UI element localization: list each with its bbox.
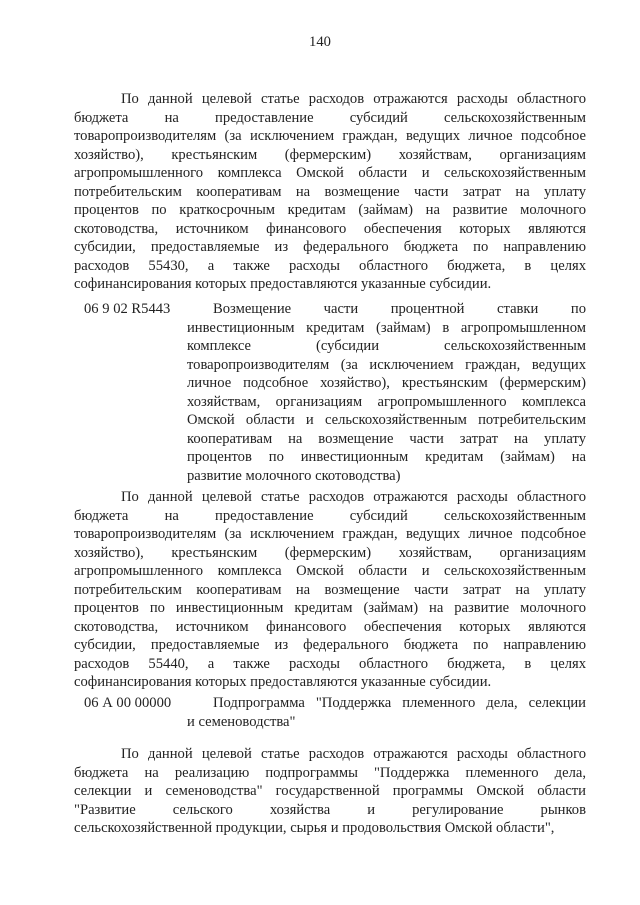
paragraph-line: По данной целевой статье расходов отражаются расходы областного: [121, 489, 586, 505]
paragraph: [74, 488, 586, 692]
paragraph-line: расходов 55440, а также расходы областного бюджета, в целях: [74, 655, 586, 672]
paragraph-line: потребительским кооперативам на возмещение части затрат на уплату: [74, 581, 586, 598]
budget-code: 06 9 02 R5443: [84, 301, 171, 317]
paragraph-line: По данной целевой статье расходов отражаются расходы областного: [121, 746, 586, 762]
entry-description-line: Подпрограмма "Поддержка племенного дела, селекции: [213, 695, 586, 711]
paragraph-line: софинансирования которых предоставляются указанные субсидии.: [74, 276, 492, 292]
paragraph-line: расходов 55430, а также расходы областного бюджета, в целях: [74, 257, 586, 274]
paragraph-line: бюджета на предоставление субсидий сельскохозяйственным: [74, 507, 586, 524]
entry-description-line: товаропроизводителям (за исключением граждан, ведущих: [187, 356, 586, 373]
entry-description-line: и семеноводства": [187, 713, 296, 730]
entry-description-line: Возмещение части процентной ставки по: [213, 301, 586, 317]
entry-description-line: развитие молочного скотоводства): [187, 467, 401, 484]
paragraph-line: товаропроизводителям (за исключением граждан, ведущих личное подсобное: [74, 128, 586, 144]
entry-description-line: комплексе (субсидии сельскохозяйственным: [187, 338, 586, 354]
budget-entry-description: [187, 694, 586, 731]
paragraph-line: процентов по краткосрочным кредитам (займам) на развитие молочного: [74, 202, 586, 218]
paragraph-line: бюджета на реализацию подпрограммы "Поддержка племенного дела,: [74, 764, 586, 781]
paragraph-line: хозяйство), крестьянским (фермерским) хозяйствам, организациям: [74, 544, 586, 561]
paragraph-line: По данной целевой статье расходов отражаются расходы областного: [121, 91, 586, 107]
page-number: 140: [309, 34, 331, 50]
entry-description-line: личное подсобное хозяйство), крестьянским (фермерским): [187, 375, 586, 391]
paragraph-line: субсидии, предоставляемые из федерального бюджета по направлению: [74, 637, 586, 653]
paragraph-line: потребительским кооперативам на возмещение части затрат на уплату: [74, 183, 586, 200]
paragraph-line: сельскохозяйственной продукции, сырья и продовольствия Омской области",: [74, 820, 555, 836]
entry-description-line: кооперативам на возмещение части затрат на уплату: [187, 430, 586, 447]
paragraph-line: процентов по инвестиционным кредитам (займам) на развитие молочного: [74, 600, 586, 616]
paragraph-line: селекции и семеноводства" государственной программы Омской области: [74, 783, 586, 799]
entry-description-line: инвестиционным кредитам (займам) в агропромышленном: [187, 319, 586, 336]
paragraph: [74, 90, 586, 294]
paragraph-line: софинансирования которых предоставляются указанные субсидии.: [74, 674, 492, 690]
paragraph: [74, 745, 586, 838]
paragraph-line: товаропроизводителям (за исключением граждан, ведущих личное подсобное: [74, 526, 586, 542]
budget-entry-description: [187, 300, 586, 485]
paragraph-line: субсидии, предоставляемые из федерального бюджета по направлению: [74, 239, 586, 255]
paragraph-line: агропромышленного комплекса Омской области и сельскохозяйственным: [74, 563, 586, 579]
paragraph-line: хозяйство), крестьянским (фермерским) хозяйствам, организациям: [74, 146, 586, 163]
paragraph-line: "Развитие сельского хозяйства и регулирование рынков: [74, 801, 586, 818]
paragraph-line: скотоводства, источником финансового обеспечения которых являются: [74, 220, 586, 237]
entry-description-line: хозяйствам, организациям агропромышленного комплекса: [187, 393, 586, 410]
paragraph-line: бюджета на предоставление субсидий сельскохозяйственным: [74, 109, 586, 126]
paragraph-line: агропромышленного комплекса Омской области и сельскохозяйственным: [74, 165, 586, 181]
entry-description-line: процентов по инвестиционным кредитам (займам) на: [187, 449, 586, 465]
paragraph-line: скотоводства, источником финансового обеспечения которых являются: [74, 618, 586, 635]
budget-code: 06 А 00 00000: [84, 695, 172, 711]
entry-description-line: Омской области и сельскохозяйственным потребительским: [187, 412, 586, 428]
